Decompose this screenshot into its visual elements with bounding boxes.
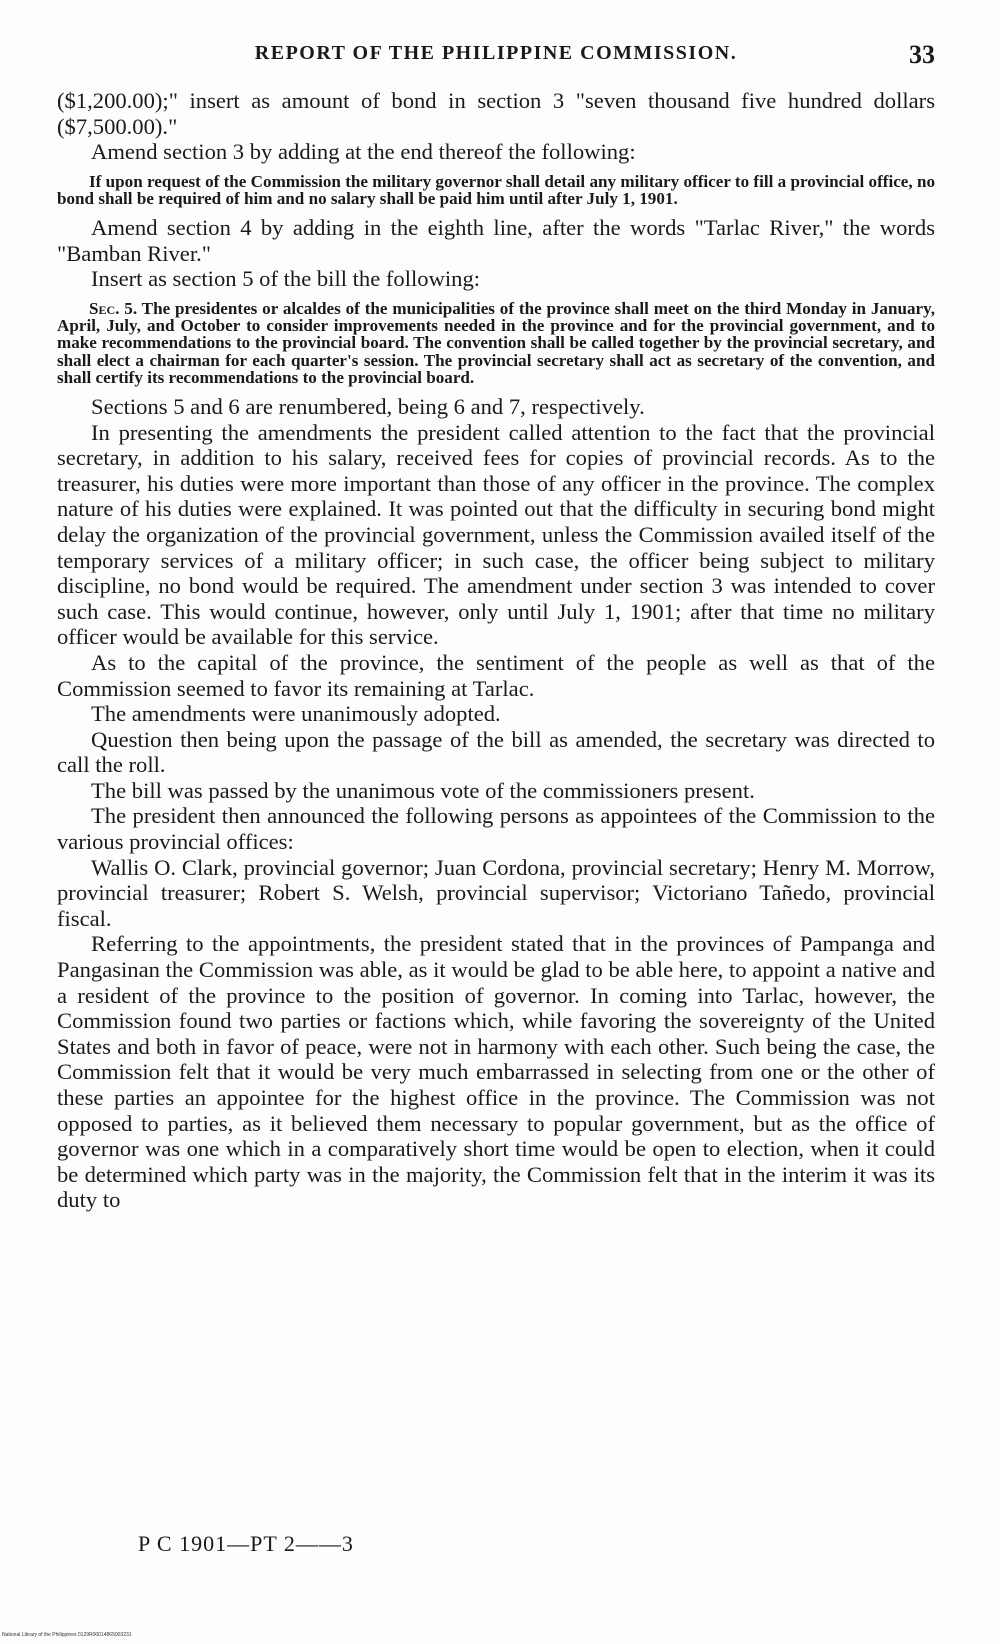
quoted-section xyxy=(57,300,935,386)
paragraph: Referring to the appointments, the president stated that in the provinces of Pampanga and Pangasinan the Commission was able, as it would be glad to be able here, to appoint a native and a resident of the province to the position of governor. In coming into Tarlac, however, the Commission found two parties or factions which, while favoring the sovereignty of the United States and both in favor of peace, were not in harmony with each other. Such being the case, the Commission felt that it would be very much embarrassed in selecting from one or the other of these parties an appointee for the highest office in the province. The Commission was not opposed to parties, as it believed them necessary to popular government, but as the office of governor was one which in a comparatively short time would be open to election, when it could be determined which party was in the majority, the Commission felt that in the interim it was its duty to xyxy=(57,931,935,1213)
page-header xyxy=(57,40,935,74)
signature-mark: P C 1901—PT 2——3 xyxy=(138,1531,354,1556)
section-label: Sec. 5. xyxy=(89,298,138,318)
paragraph: Sections 5 and 6 are renumbered, being 6 and 7, respectively. xyxy=(91,393,645,419)
library-imprint: National Library of the Philippines 0129R00014865003231 xyxy=(2,1632,132,1638)
paragraph: The amendments were unanimously adopted. xyxy=(91,701,501,727)
paragraph: The president then announced the following persons as appointees of the Commission to the various provincial offices: xyxy=(57,803,935,855)
paragraph: ($1,200.00);" insert as amount of bond in section 3 "seven thousand five hundred dollars ($7,500.00)." xyxy=(57,88,935,139)
paragraph: Insert as section 5 of the bill the following: xyxy=(91,266,481,292)
paragraph: In presenting the amendments the president called attention to the fact that the provincial secretary, in addition to his salary, received fees for copies of provincial records. As to the treasurer, his duties were more important than those of any officer in the province. The complex nature of his duties were explained. It was pointed out that the difficulty in securing bond might delay the organization of the provincial government, unless the Commission availed itself of the temporary services of a military officer; in such case, the officer being subject to military discipline, no bond would be required. The amendment under section 3 was intended to cover such case. This would continue, however, only until July 1, 1901; after that time no military officer would be available for this service. xyxy=(57,419,935,650)
section-text: The presidentes or alcaldes of the municipalities of the province shall meet on the third Monday in January, April, July, and October to consider improvements needed in the province and for the provincial government, and to make recommendations to the provincial board. The convention shall be called together by the provincial secretary, and shall elect a chairman for each quarter's session. The provincial secretary shall act as secretary of the convention, and shall certify its recommendations to the provincial board. xyxy=(57,298,935,387)
paragraph: The bill was passed by the unanimous vote of the commissioners present. xyxy=(91,777,755,803)
paragraph: Amend section 4 by adding in the eighth line, after the words "Tarlac River," the words "Bamban River." xyxy=(57,215,935,266)
paragraph: Amend section 3 by adding at the end thereof the following: xyxy=(91,139,636,165)
paragraph: As to the capital of the province, the sentiment of the people as well as that of the Commission seemed to favor its remaining at Tarlac. xyxy=(57,649,935,701)
page-number: 33 xyxy=(909,40,935,69)
page-body xyxy=(57,88,935,1213)
quoted-amendment: If upon request of the Commission the military governor shall detail any military officer to fill a provincial office, no bond shall be required of him and no salary shall be paid him until after July 1, 1901. xyxy=(57,171,935,208)
paragraph: Wallis O. Clark, provincial governor; Juan Cordona, provincial secretary; Henry M. Morrow, provincial treasurer; Robert S. Welsh, provincial supervisor; Victoriano Tañedo, provincial fiscal. xyxy=(57,854,935,931)
running-head: REPORT OF THE PHILIPPINE COMMISSION. xyxy=(254,42,738,64)
paragraph: Question then being upon the passage of the bill as amended, the secretary was directed to call the roll. xyxy=(57,726,935,778)
